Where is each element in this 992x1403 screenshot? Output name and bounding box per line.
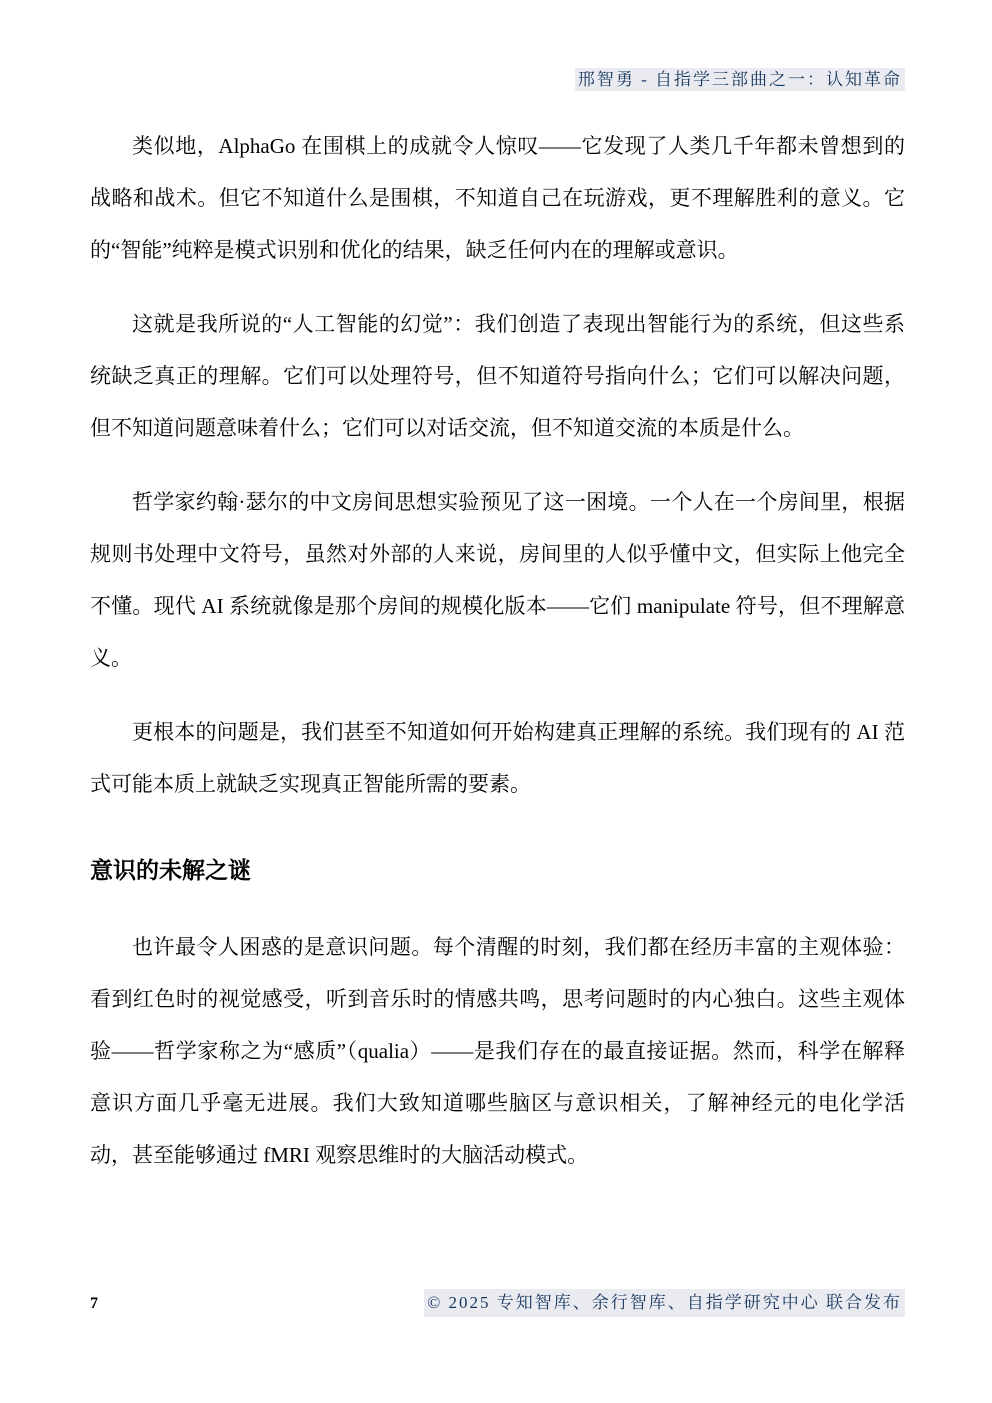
paragraph-consciousness: 也许最令人困惑的是意识问题。每个清醒的时刻，我们都在经历丰富的主观体验：看到红色时的视觉感受，听到音乐时的情感共鸣，思考问题时的内心独白。这些主观体验——哲学家称之为“感质”（qualia）——是我们存在的最直接证据。然而，科学在解释意识方面几乎毫无进展。我们大致知道哪些脑区与意识相关，了解神经元的电化学活动，甚至能够通过 fMRI 观察思维时的大脑活动模式。 — [90, 935, 905, 1167]
section-heading-consciousness: 意识的未解之谜 — [90, 857, 251, 883]
paragraph-ai-illusion: 这就是我所说的“人工智能的幻觉”：我们创造了表现出智能行为的系统，但这些系统缺乏真正的理解。它们可以处理符号，但不知道符号指向什么；它们可以解决问题，但不知道问题意味着什么；它们可以对话交流，但不知道交流的本质是什么。 — [90, 312, 905, 440]
header-title: 邢智勇 - 自指学三部曲之一：认知革命 — [575, 68, 905, 91]
page-number: 7 — [90, 1295, 98, 1312]
paragraph-fundamental-problem: 更根本的问题是，我们甚至不知道如何开始构建真正理解的系统。我们现有的 AI 范式可能本质上就缺乏实现真正智能所需的要素。 — [90, 720, 905, 796]
paragraph-chinese-room: 哲学家约翰·瑟尔的中文房间思想实验预见了这一困境。一个人在一个房间里，根据规则书处理中文符号，虽然对外部的人来说，房间里的人似乎懂中文，但实际上他完全不懂。现代 AI 系统就像是那个房间的规模化版本——它们 manipulate 符号，但不理解意义。 — [90, 490, 905, 670]
document-content — [90, 120, 905, 1181]
paragraph-alphago: 类似地，AlphaGo 在围棋上的成就令人惊叹——它发现了人类几千年都未曾想到的战略和战术。但它不知道什么是围棋，不知道自己在玩游戏，更不理解胜利的意义。它的“智能”纯粹是模式识别和优化的结果，缺乏任何内在的理解或意识。 — [90, 134, 905, 262]
page-footer — [90, 1289, 905, 1317]
footer-credit: © 2025 专知智库、余行智库、自指学研究中心 联合发布 — [424, 1289, 905, 1317]
page-header — [0, 0, 992, 94]
